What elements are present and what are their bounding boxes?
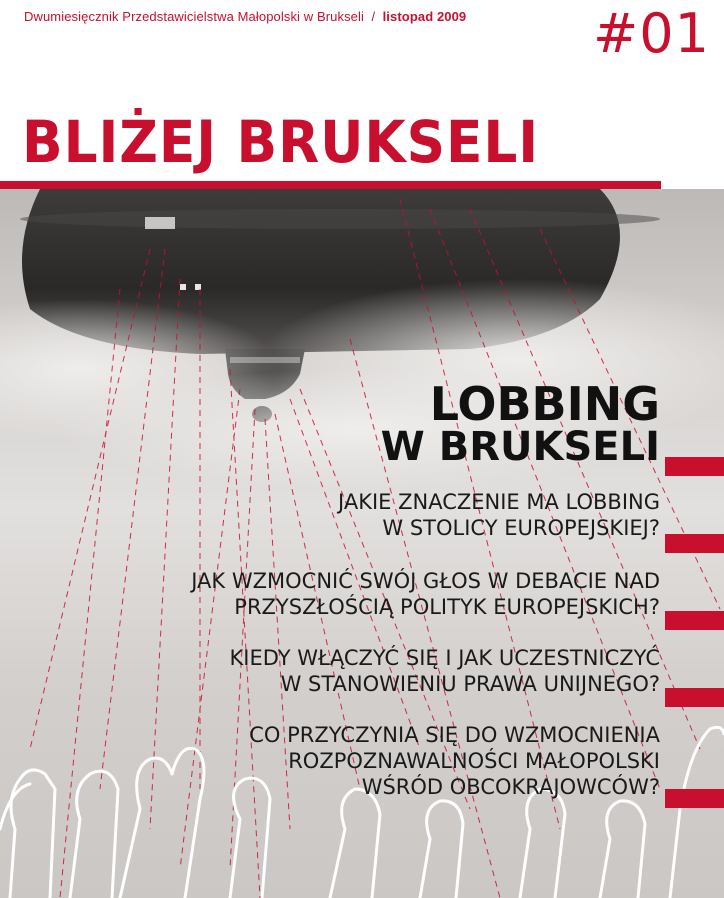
headline-accent-bar [665, 457, 724, 476]
question-4-line2: ROZPOZNAWALNOŚCI MAŁOPOLSKI [288, 749, 660, 773]
question-1-accent-bar [665, 534, 724, 553]
headline-line2: W BRUKSELI [380, 424, 660, 470]
question-2 [191, 568, 660, 620]
question-3-line2: W STANOWIENIU PRAWA UNIJNEGO? [280, 672, 660, 696]
question-4-line3: WŚRÓD OBCOKRAJOWCÓW? [361, 775, 660, 799]
question-3-line1: KIEDY WŁĄCZYĆ SIĘ I JAK UCZESTNICZYĆ [229, 646, 660, 670]
question-4 [249, 722, 660, 800]
question-2-line1: JAK WZMOCNIĆ SWÓJ GŁOS W DEBACIE NAD [191, 569, 660, 593]
question-4-line1: CO PRZYCZYNIA SIĘ DO WZMOCNIENIA [249, 723, 660, 747]
question-3-accent-bar [665, 688, 724, 707]
question-2-line2: PRZYSZŁOŚCIĄ POLITYK EUROPEJSKICH? [234, 595, 660, 619]
headline-line1: LOBBING [429, 377, 660, 431]
publication-subtitle [24, 9, 466, 24]
question-1-line1: JAKIE ZNACZENIE MA LOBBING [338, 490, 660, 514]
question-1-line2: W STOLICY EUROPEJSKIEJ? [382, 516, 660, 540]
question-3 [230, 645, 661, 697]
magazine-header [0, 0, 724, 181]
issue-date: listopad 2009 [382, 9, 467, 24]
question-4-accent-bar [665, 789, 724, 808]
publication-name: Dwumiesięcznik Przedstawicielstwa Małopolski w Brukseli [24, 9, 364, 24]
question-2-accent-bar [665, 611, 724, 630]
cover-image [0, 189, 724, 898]
issue-number: #01 [593, 2, 710, 65]
masthead-rule [0, 181, 661, 189]
masthead-title: BLIŻEJ BRUKSELI [22, 108, 540, 176]
subtitle-separator: / [371, 9, 376, 24]
question-1 [338, 489, 660, 541]
